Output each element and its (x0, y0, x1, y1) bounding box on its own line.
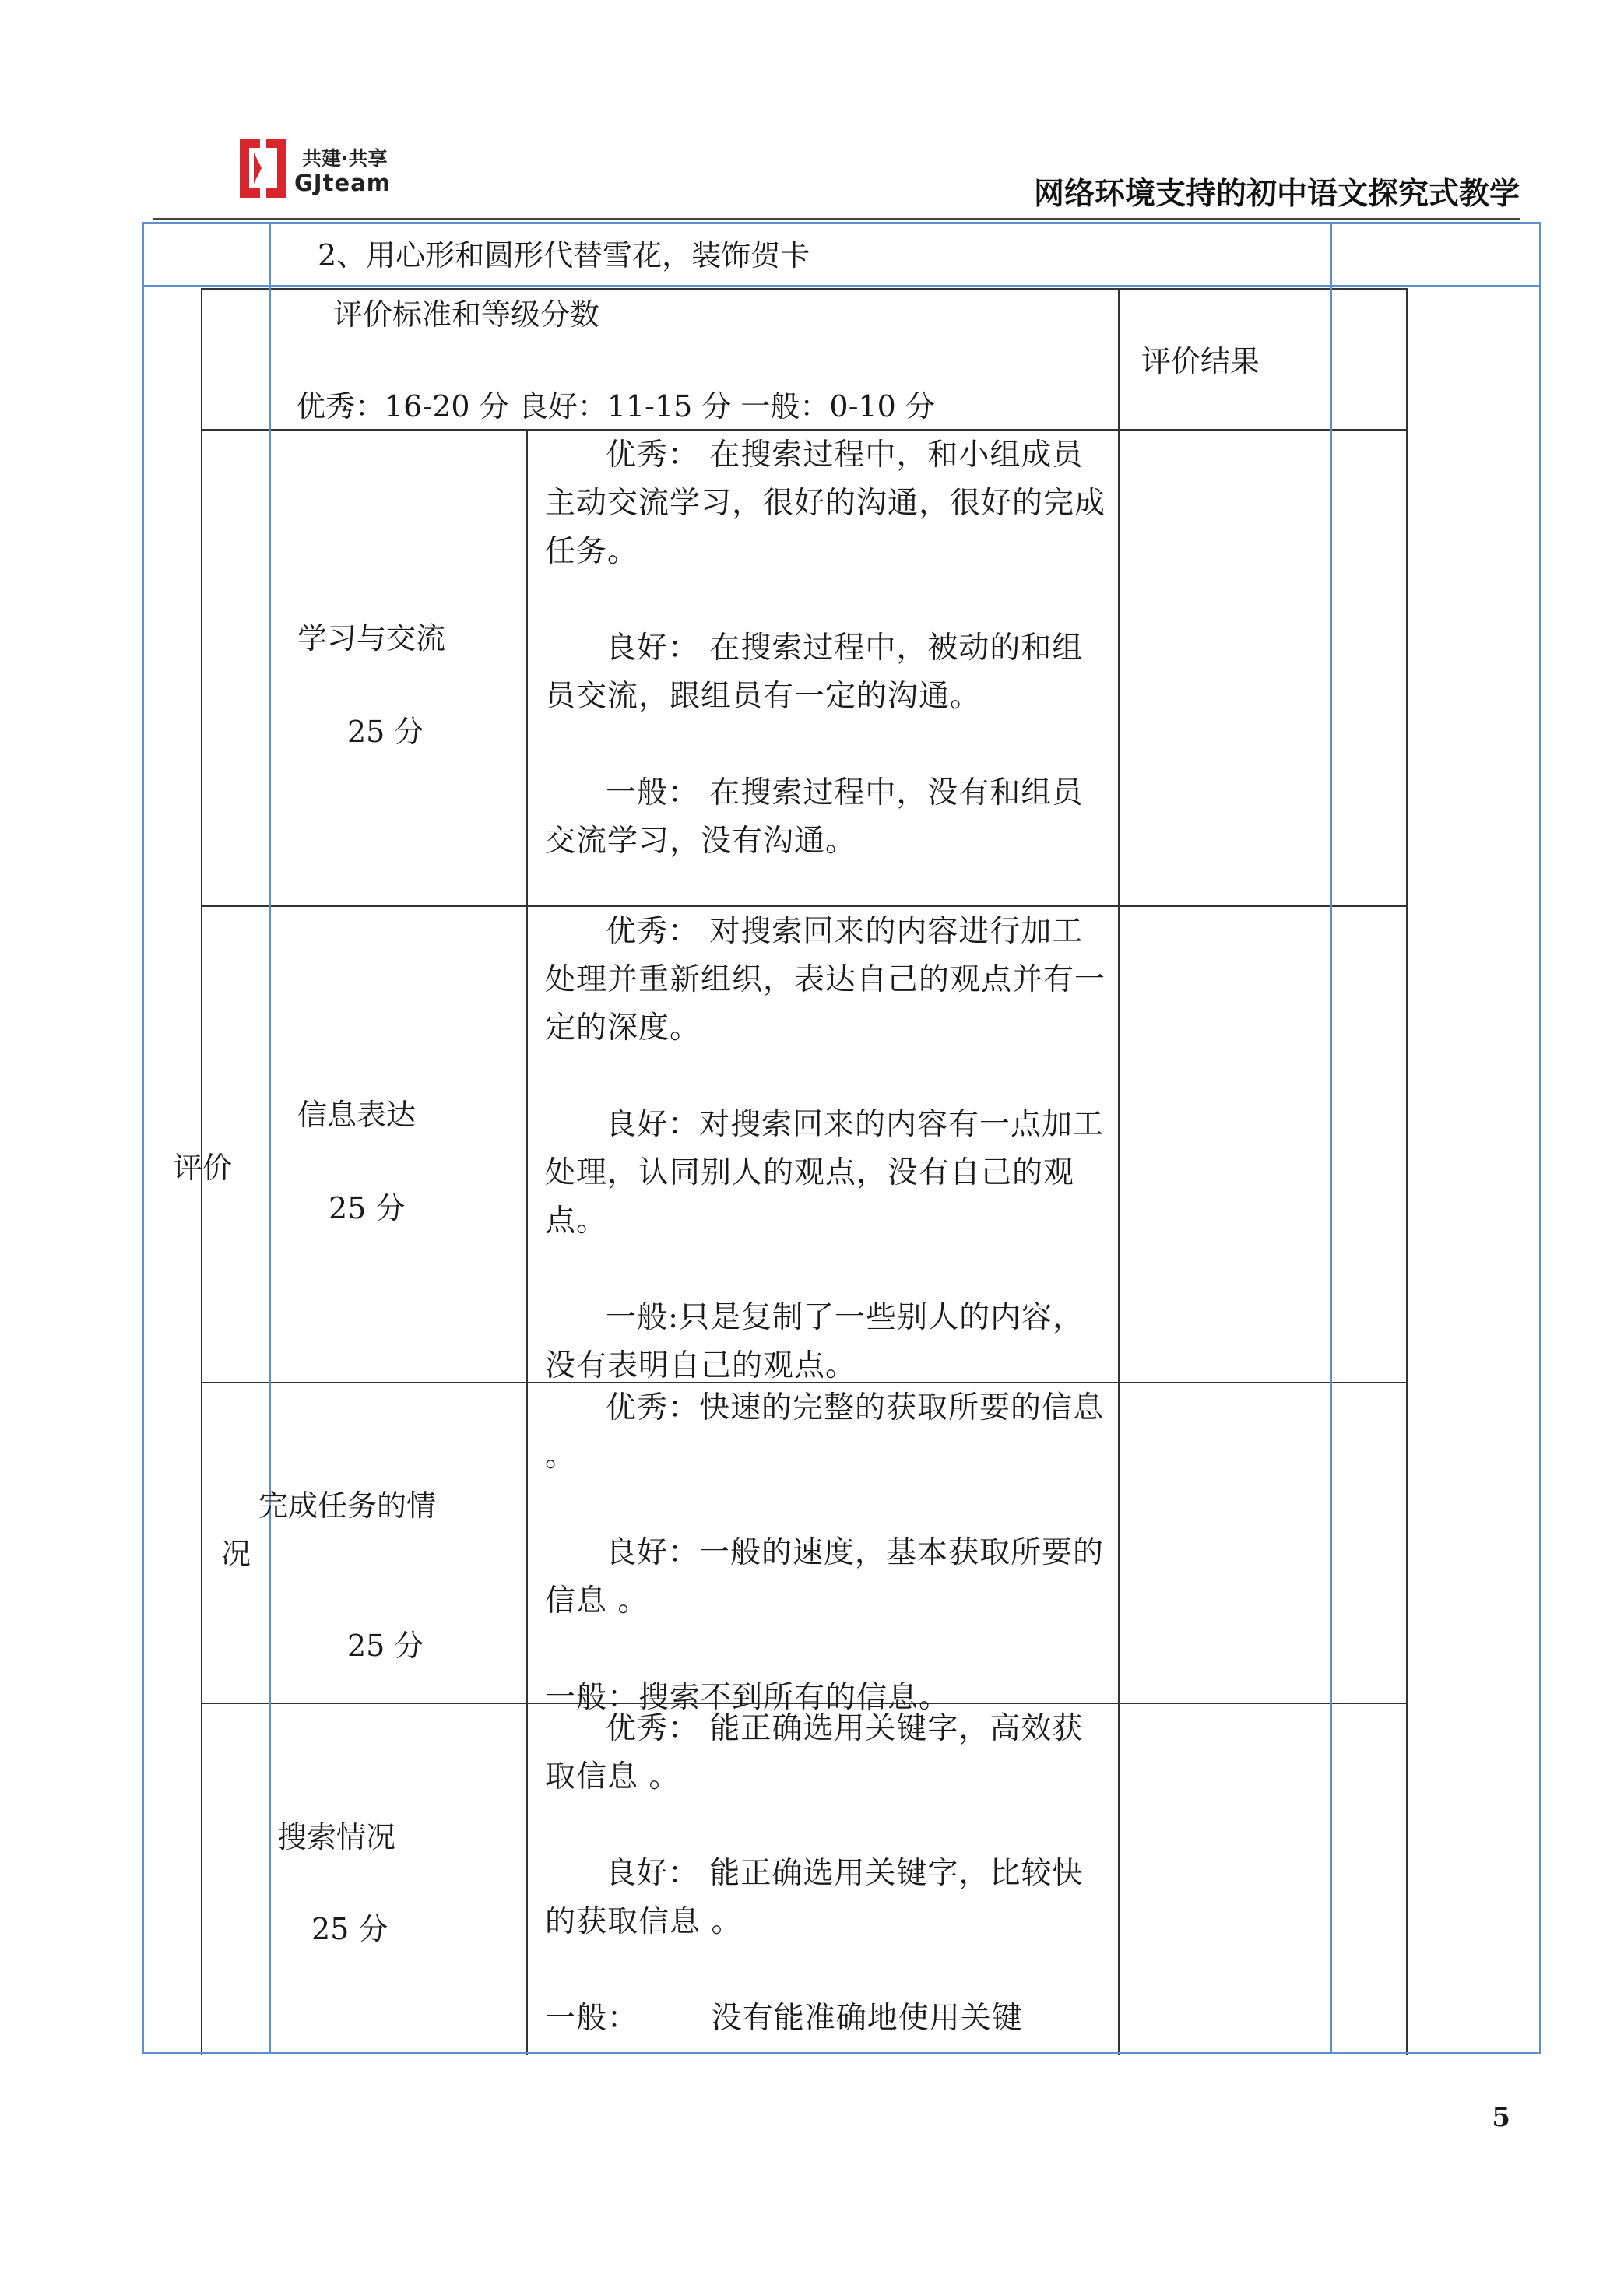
descriptor-fair: 一般： 没有能准确地使用关键 (545, 2001, 1023, 2036)
criterion-label-line2: 况 (221, 1537, 251, 1571)
criterion-descriptors (545, 908, 1106, 1390)
criterion-points: 25 分 (311, 1912, 388, 1946)
descriptor-excellent: 优秀： 对搜索回来的内容进行加工处理并重新组织，表达自己的观点并有一定的深度。 (545, 914, 1106, 1046)
descriptor-fair: 一般：搜索不到所有的信息。 (545, 1680, 951, 1715)
document-title: 网络环境支持的初中语文探究式教学 (1033, 177, 1520, 212)
descriptor-fair: 一般： 在搜索过程中，没有和组员交流学习，没有沟通。 (545, 775, 1084, 859)
criterion-points: 25 分 (329, 1191, 406, 1225)
descriptor-good: 良好： 能正确选用关键字，比较快的获取信息 。 (545, 1856, 1084, 1939)
descriptor-good: 良好： 在搜索过程中，被动的和组员交流，跟组员有一定的沟通。 (545, 631, 1084, 714)
standards-levels: 优秀：16-20 分 良好：11-15 分 一般：0-10 分 (296, 389, 935, 424)
descriptor-excellent: 优秀： 在搜索过程中，和小组成员主动交流学习，很好的沟通，很好的完成任务。 (545, 438, 1106, 569)
descriptor-excellent: 优秀： 能正确选用关键字，高效获取信息 。 (545, 1711, 1084, 1794)
criterion-label: 搜索情况 (277, 1820, 396, 1854)
descriptor-good: 良好：对搜索回来的内容有一点加工处理，认同别人的观点，没有自己的观点。 (545, 1107, 1105, 1239)
criterion-descriptors (545, 1705, 1106, 2051)
descriptor-good: 良好：一般的速度，基本获取所要的信息 。 (545, 1535, 1105, 1618)
section-label: 评价 (173, 1151, 233, 1185)
criterion-points: 25 分 (347, 1629, 424, 1663)
criterion-descriptors (545, 1384, 1106, 1722)
descriptor-excellent: 优秀：快速的完整的获取所要的信息 。 (545, 1390, 1105, 1474)
page-number: 5 (1492, 2102, 1510, 2133)
criterion-label: 信息表达 (297, 1098, 417, 1132)
standards-title: 评价标准和等级分数 (333, 297, 600, 332)
top-row-text: 2、用心形和圆形代替雪花，装饰贺卡 (318, 238, 810, 272)
criterion-label-line1: 完成任务的情 (258, 1488, 437, 1523)
descriptor-fair: 一般:只是复制了一些别人的内容，没有表明自己的观点。 (545, 1300, 1084, 1383)
result-header: 评价结果 (1141, 344, 1260, 378)
criterion-label: 学习与交流 (297, 621, 446, 655)
logo-text-bottom: GJteam (294, 170, 391, 196)
criterion-descriptors (545, 431, 1106, 866)
criterion-points: 25 分 (347, 715, 424, 749)
logo-text-top: 共建·共享 (302, 147, 388, 170)
